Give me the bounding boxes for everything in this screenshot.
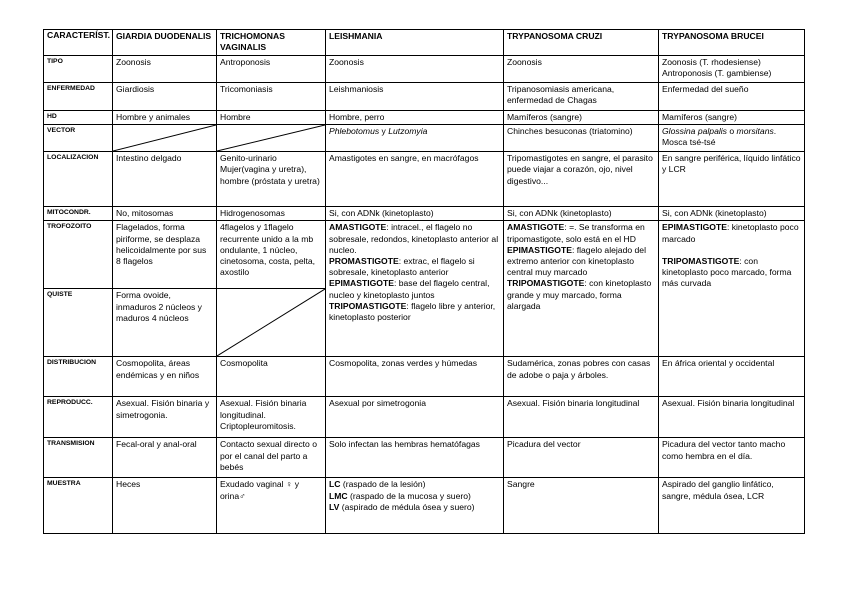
- leishmania-tripomastigote: [329, 301, 500, 323]
- header-leishmania: LEISHMANIA: [326, 30, 504, 56]
- form-label: TRIPOMASTIGOTE: [662, 255, 740, 266]
- row-distribucion: [44, 357, 805, 397]
- cell-transmision-brucei: Picadura del vector tanto macho como hembra en el día.: [659, 438, 805, 478]
- cell-enfermedad-brucei: Enfermedad del sueño: [659, 83, 805, 111]
- vector-connector: y: [379, 126, 389, 137]
- cell-quiste-trichomonas-empty: [217, 289, 326, 357]
- row-localizacion: [44, 152, 805, 207]
- brucei-tripomastigote: [662, 256, 801, 290]
- brucei-epimastigote: [662, 222, 801, 244]
- diagonal-strike: [217, 289, 325, 356]
- cell-hd-leishmania: Hombre, perro: [326, 111, 504, 125]
- cell-tipo-cruzi: Zoonosis: [504, 56, 659, 83]
- label-transmision: TRANSMISION: [44, 438, 113, 478]
- row-transmision: [44, 438, 805, 478]
- cell-reproducc-brucei: Asexual. Fisión binaria longitudinal: [659, 397, 805, 438]
- label-muestra: MUESTRA: [44, 478, 113, 534]
- cruzi-tripomastigote: [507, 278, 655, 312]
- row-tipo: [44, 56, 805, 83]
- cell-tipo-giardia: Zoonosis: [113, 56, 217, 83]
- label-reproducc: REPRODUCC.: [44, 397, 113, 438]
- cell-distribucion-cruzi: Sudamérica, zonas pobres con casas de adobe o paja y árboles.: [504, 357, 659, 397]
- vector-morsitans: morsitans: [736, 126, 774, 137]
- form-label: AMASTIGOTE: [329, 222, 387, 233]
- cell-trofozoito-giardia: Flagelados, forma piriforme, se desplaza helicoidalmente por sus 8 flagelos: [113, 221, 217, 289]
- row-reproducc: [44, 397, 805, 438]
- parasite-comparison-table: [43, 29, 805, 534]
- cell-transmision-cruzi: Picadura del vector: [504, 438, 659, 478]
- cell-reproducc-giardia: Asexual. Fisión binaria y simetrogonia.: [113, 397, 217, 438]
- label-quiste: QUISTE: [44, 289, 113, 357]
- cell-enfermedad-leishmania: Leishmaniosis: [326, 83, 504, 111]
- cell-vector-brucei: [659, 125, 805, 152]
- cell-forms-cruzi: [504, 221, 659, 357]
- cell-mitocondr-giardia: No, mitosomas: [113, 207, 217, 221]
- cell-muestra-cruzi: Sangre: [504, 478, 659, 534]
- cell-reproducc-cruzi: Asexual. Fisión binaria longitudinal: [504, 397, 659, 438]
- label-tipo: TIPO: [44, 56, 113, 83]
- leishmania-epimastigote: [329, 278, 500, 300]
- form-label: AMASTIGOTE: [507, 222, 565, 233]
- muestra-lv: [329, 502, 500, 513]
- cell-transmision-giardia: Fecal-oral y anal-oral: [113, 438, 217, 478]
- header-giardia: GIARDIA DUODENALIS: [113, 30, 217, 56]
- cell-vector-leishmania: [326, 125, 504, 152]
- cell-vector-giardia-empty: [113, 125, 217, 152]
- cell-tipo-brucei: Zoonosis (T. rhodesiense) Antroponosis (T. gambiense): [659, 56, 805, 83]
- sample-label: LMC: [329, 490, 348, 501]
- label-enfermedad: ENFERMEDAD: [44, 83, 113, 111]
- label-distribucion: DISTRIBUCION: [44, 357, 113, 397]
- sample-text: (aspirado de médula ósea y suero): [339, 501, 475, 512]
- cell-distribucion-brucei: En áfrica oriental y occidental: [659, 357, 805, 397]
- cell-enfermedad-giardia: Giardiosis: [113, 83, 217, 111]
- cell-trofozoito-trichomonas: 4flagelos y 1flagelo recurrente unido a la mb ondulante, 1 núcleo, cinetosoma, costa, pelta, axostilo: [217, 221, 326, 289]
- form-label: TRIPOMASTIGOTE: [329, 300, 407, 311]
- cell-localizacion-cruzi: Tripomastigotes en sangre, el parasito puede viajar a corazón, ojo, nivel digestivo...: [504, 152, 659, 207]
- cell-mitocondr-leishmania: Si, con ADNk (kinetoplasto): [326, 207, 504, 221]
- cell-localizacion-trichomonas: Genito-urinario Mujer(vagina y uretra), hombre (próstata y uretra): [217, 152, 326, 207]
- label-trofozoito: TROFOZOITO: [44, 221, 113, 289]
- form-text: : intracel., el flagelo no sobresale, redondos, kinetoplasto anterior al nucleo.: [329, 222, 499, 255]
- cell-enfermedad-trichomonas: Tricomoniasis: [217, 83, 326, 111]
- sample-text: (raspado de la mucosa y suero): [347, 490, 471, 501]
- cell-quiste-giardia: Forma ovoide, inmaduros 2 núcleos y maduros 4 núcleos: [113, 289, 217, 357]
- label-hd: HD: [44, 111, 113, 125]
- form-text: : con kinetoplasto poco marcado, forma más curvada: [662, 255, 792, 289]
- cell-reproducc-leishmania: Asexual por simetrogonia: [326, 397, 504, 438]
- cell-tipo-leishmania: Zoonosis: [326, 56, 504, 83]
- cell-localizacion-giardia: Intestino delgado: [113, 152, 217, 207]
- header-trichomonas: TRICHOMONAS VAGINALIS: [217, 30, 326, 56]
- row-muestra: [44, 478, 805, 534]
- cell-forms-leishmania: [326, 221, 504, 357]
- cell-distribucion-giardia: Cosmopolita, áreas endémicas y en niños: [113, 357, 217, 397]
- form-text: : =. Se transforma en tripomastigote, solo está en el HD: [507, 222, 645, 244]
- cell-reproducc-trichomonas: Asexual. Fisión binaria longitudinal. Criptopleuromitosis.: [217, 397, 326, 438]
- muestra-lc: [329, 479, 500, 490]
- form-text: : extrac, el flagelo si sobresale, kinetoplasto anterior: [329, 256, 475, 278]
- sample-text: (raspado de la lesión): [340, 479, 426, 490]
- cruzi-amastigote: [507, 222, 645, 243]
- cell-distribucion-leishmania: Cosmopolita, zonas verdes y húmedas: [326, 357, 504, 397]
- vector-tsetse: . Mosca tsé-tsé: [662, 126, 777, 148]
- cell-mitocondr-cruzi: Si, con ADNk (kinetoplasto): [504, 207, 659, 221]
- form-label: PROMASTIGOTE: [329, 256, 399, 267]
- cell-hd-brucei: Mamíferos (sangre): [659, 111, 805, 125]
- cell-muestra-giardia: Heces: [113, 478, 217, 534]
- leishmania-amastigote: [329, 222, 498, 254]
- row-hd: [44, 111, 805, 125]
- form-label: EPIMASTIGOTE: [507, 244, 572, 255]
- vector-glossina: Glossina palpalis: [662, 126, 727, 137]
- form-label: EPIMASTIGOTE: [662, 222, 727, 233]
- cell-hd-cruzi: Mamíferos (sangre): [504, 111, 659, 125]
- diagonal-strike: [113, 125, 216, 151]
- row-mitocondr: [44, 207, 805, 221]
- cruzi-epimastigote: [507, 245, 655, 279]
- cell-localizacion-leishmania: Amastigotes en sangre, en macrófagos: [326, 152, 504, 207]
- vector-phlebotomus: Phlebotomus: [329, 126, 380, 137]
- cell-vector-trichomonas-empty: [217, 125, 326, 152]
- leishmania-promastigote: [329, 256, 500, 278]
- cell-distribucion-trichomonas: Cosmopolita: [217, 357, 326, 397]
- cell-hd-giardia: Hombre y animales: [113, 111, 217, 125]
- header-caracteristicas: CARACTERÍST.: [44, 30, 113, 56]
- sample-label: LV: [329, 501, 340, 512]
- form-text: : con kinetoplasto grande y muy marcado, forma alargada: [507, 278, 652, 311]
- cell-muestra-brucei: Aspirado del ganglio linfático, sangre, médula ósea, LCR: [659, 478, 805, 534]
- form-text: : flagelo libre y anterior, kinetoplasto posterior: [329, 300, 496, 323]
- cell-muestra-leishmania: [326, 478, 504, 534]
- form-text: : flagelo alejado del extremo anterior con kinetoplasto central muy marcado: [507, 244, 646, 278]
- muestra-lmc: [329, 491, 500, 502]
- cell-transmision-trichomonas: Contacto sexual directo o por el canal del parto a bebés: [217, 438, 326, 478]
- cell-transmision-leishmania: Solo infectan las hembras hematófagas: [326, 438, 504, 478]
- cell-localizacion-brucei: En sangre periférica, líquido linfático y LCR: [659, 152, 805, 207]
- row-vector: [44, 125, 805, 152]
- vector-lutzomyia: Lutzomyia: [388, 126, 428, 137]
- cell-mitocondr-brucei: Si, con ADNk (kinetoplasto): [659, 207, 805, 221]
- form-label: EPIMASTIGOTE: [329, 278, 394, 289]
- form-text: : base del flagelo central, nucleo y kinetoplasto juntos: [329, 278, 490, 300]
- header-cruzi: TRYPANOSOMA CRUZI: [504, 30, 659, 56]
- cell-mitocondr-trichomonas: Hidrogenosomas: [217, 207, 326, 221]
- header-row: [44, 30, 805, 56]
- label-localizacion: LOCALIZACION: [44, 152, 113, 207]
- form-label: TRIPOMASTIGOTE: [507, 278, 585, 289]
- cell-hd-trichomonas: Hombre: [217, 111, 326, 125]
- cell-muestra-trichomonas: Exudado vaginal ♀ y orina♂: [217, 478, 326, 534]
- form-text: : kinetoplasto poco marcado: [662, 222, 799, 244]
- label-mitocondr: MITOCONDR.: [44, 207, 113, 221]
- header-brucei: TRYPANOSOMA BRUCEI: [659, 30, 805, 56]
- vector-or: o: [726, 126, 737, 137]
- row-trofozoito: [44, 221, 805, 289]
- row-enfermedad: [44, 83, 805, 111]
- label-vector: VECTOR: [44, 125, 113, 152]
- cell-enfermedad-cruzi: Tripanosomiasis americana, enfermedad de Chagas: [504, 83, 659, 111]
- cell-forms-brucei: [659, 221, 805, 357]
- cell-tipo-trichomonas: Antroponosis: [217, 56, 326, 83]
- sample-label: LC: [329, 479, 341, 490]
- diagonal-strike: [217, 125, 325, 151]
- cell-vector-cruzi: Chinches besuconas (triatomino): [504, 125, 659, 152]
